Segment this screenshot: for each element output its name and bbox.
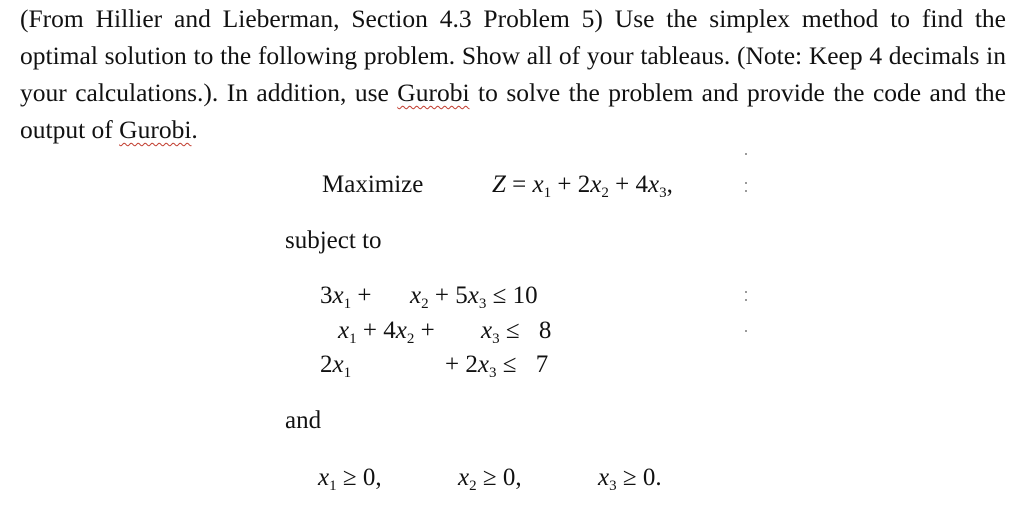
objective-x1: x bbox=[532, 171, 544, 198]
margin-mark-2 bbox=[745, 291, 747, 301]
objective-equals: = bbox=[505, 171, 533, 198]
nonneg-x3 bbox=[598, 464, 662, 494]
c2-x1: x bbox=[338, 317, 350, 344]
nonneg-x1 bbox=[318, 464, 382, 494]
intro-text-2: to solve the problem and provide the code and the output of bbox=[20, 78, 1006, 144]
nn-sub-1: 1 bbox=[329, 478, 337, 494]
subject-to-label: subject to bbox=[285, 227, 382, 254]
nn-sub-3: 3 bbox=[609, 478, 617, 494]
objective-sub-3: 3 bbox=[659, 185, 667, 201]
nn-sub-2: 2 bbox=[469, 478, 477, 494]
c2-op-1: + 4 bbox=[356, 317, 396, 344]
c1-rel: ≤ bbox=[486, 282, 513, 309]
c3-op-2: + 2 bbox=[445, 351, 478, 378]
intro-text-1: (From Hillier and Lieberman, Section 4.3 Problem 5) Use the simplex method to find the optimal solution to the following problem. Show all of your tableaus. (Note: Keep 4 decimals in your calculations.). In addition, use bbox=[20, 4, 1006, 107]
nn-x2: x bbox=[458, 464, 470, 491]
c1-sub-2: 2 bbox=[421, 296, 429, 312]
c3-sub-3: 3 bbox=[488, 365, 497, 381]
constraint-1 bbox=[320, 282, 372, 312]
c2-x2: x bbox=[395, 317, 407, 344]
c2-sub-1: 1 bbox=[349, 331, 357, 347]
objective-coef-3: + 4 bbox=[608, 171, 648, 198]
and-label: and bbox=[285, 407, 322, 434]
nn-x3: x bbox=[598, 464, 610, 491]
c1-x3: x bbox=[467, 282, 479, 309]
nonneg-x2 bbox=[458, 464, 522, 494]
c1-rhs: 10 bbox=[512, 282, 538, 309]
c3-coef-1: 2 bbox=[320, 351, 333, 378]
objective-coef-2: + 2 bbox=[551, 171, 591, 198]
c3-x1: x bbox=[332, 351, 344, 378]
c3-sub-1: 1 bbox=[343, 365, 352, 381]
margin-mark bbox=[745, 182, 747, 192]
objective-x3: x bbox=[647, 171, 660, 198]
constraint-2-rest bbox=[481, 317, 552, 347]
constraint-3-rest bbox=[445, 351, 549, 381]
nn-rest-1: ≥ 0, bbox=[336, 464, 382, 491]
c2-sub-2: 2 bbox=[406, 331, 415, 347]
c3-rel: ≤ bbox=[496, 351, 523, 378]
objective-sub-1: 1 bbox=[543, 185, 552, 201]
c2-x3: x bbox=[481, 317, 493, 344]
margin-dot bbox=[745, 153, 747, 155]
nn-rest-2: ≥ 0, bbox=[476, 464, 522, 491]
c3-x3: x bbox=[477, 351, 489, 378]
c2-sub-3: 3 bbox=[492, 331, 500, 347]
intro-end: . bbox=[191, 115, 198, 144]
gurobi-term-2: Gurobi bbox=[119, 115, 192, 144]
c2-op-2: + bbox=[414, 317, 435, 344]
c1-x2: x bbox=[410, 282, 422, 309]
objective-x2: x bbox=[590, 171, 602, 198]
c2-rel: ≤ bbox=[499, 317, 526, 344]
c1-coef-1: 3 bbox=[320, 282, 333, 309]
problem-statement bbox=[20, 0, 1006, 148]
c3-rhs: 7 bbox=[535, 351, 549, 378]
objective-z: Z bbox=[492, 171, 506, 198]
gurobi-term-1: Gurobi bbox=[397, 78, 470, 107]
objective-function bbox=[492, 171, 673, 201]
c1-sub-1: 1 bbox=[343, 296, 352, 312]
constraint-1-rest bbox=[410, 282, 538, 312]
constraint-3 bbox=[320, 351, 352, 381]
c1-sub-3: 3 bbox=[478, 296, 487, 312]
c1-x1: x bbox=[332, 282, 344, 309]
maximize-label: Maximize bbox=[322, 171, 424, 198]
objective-comma: , bbox=[666, 171, 673, 198]
constraint-2 bbox=[338, 317, 435, 347]
margin-dot-2 bbox=[745, 330, 747, 332]
objective-sub-2: 2 bbox=[601, 185, 609, 201]
c2-rhs: 8 bbox=[538, 317, 552, 344]
c1-op-1: + bbox=[351, 282, 372, 309]
nn-x1: x bbox=[318, 464, 330, 491]
c1-op-2: + 5 bbox=[428, 282, 468, 309]
nn-rest-3: ≥ 0. bbox=[616, 464, 662, 491]
